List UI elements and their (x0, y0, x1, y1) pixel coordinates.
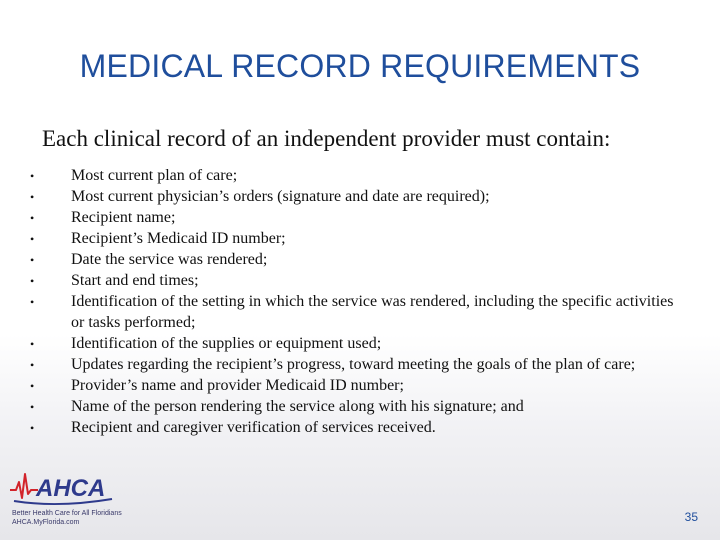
logo-wordmark: AHCA (36, 475, 106, 502)
list-item-text: Identification of the supplies or equipment used; (71, 334, 382, 352)
bullet-icon: • (30, 274, 35, 288)
page-number: 35 (684, 510, 698, 524)
ahca-logo-mark (8, 468, 118, 508)
bullet-icon: • (30, 295, 35, 309)
bullet-icon: • (30, 399, 35, 414)
list-item (30, 397, 690, 418)
bullet-icon: • (30, 253, 35, 267)
slide-title: MEDICAL RECORD REQUIREMENTS (79, 48, 641, 84)
list-item (30, 187, 690, 208)
list-item (30, 208, 690, 229)
list-item (30, 376, 690, 397)
list-item (30, 292, 690, 333)
bullet-icon: • (30, 169, 35, 183)
list-item-text: Most current plan of care; (71, 167, 238, 184)
bullet-icon: • (30, 336, 35, 351)
list-item-text: Recipient and caregiver verification of services received. (71, 418, 436, 436)
list-item (30, 250, 690, 271)
list-item-text: Updates regarding the recipient’s progress, toward meeting the goals of the plan of care; (71, 355, 636, 373)
bullet-icon: • (30, 190, 35, 204)
list-item (30, 355, 690, 376)
requirements-list (30, 166, 690, 439)
list-item-text: Provider’s name and provider Medicaid ID number; (71, 376, 404, 394)
list-item-text: Recipient’s Medicaid ID number; (71, 230, 286, 247)
list-item (30, 166, 690, 187)
list-item (30, 271, 690, 292)
list-item (30, 334, 690, 355)
list-item-text: Recipient name; (71, 209, 176, 226)
list-item-text: Name of the person rendering the service along with his signature; and (71, 397, 524, 415)
logo-tagline: Better Health Care for All Floridians (12, 510, 122, 517)
logo-website: AHCA.MyFlorida.com (12, 519, 80, 526)
bullet-icon: • (30, 232, 35, 246)
list-item-text: Identification of the setting in which the service was rendered, including the specific activities or tasks performed; (71, 293, 674, 331)
intro-text: Each clinical record of an independent provider must contain: (42, 126, 611, 151)
bullet-icon: • (30, 357, 35, 372)
bullet-icon: • (30, 211, 35, 225)
list-item-text: Start and end times; (71, 272, 199, 289)
ahca-logo (8, 468, 138, 528)
list-item (30, 418, 690, 439)
list-item-text: Most current physician’s orders (signature and date are required); (71, 188, 490, 205)
bullet-icon: • (30, 378, 35, 393)
list-item-text: Date the service was rendered; (71, 251, 268, 268)
bullet-icon: • (30, 420, 35, 435)
list-item (30, 229, 690, 250)
